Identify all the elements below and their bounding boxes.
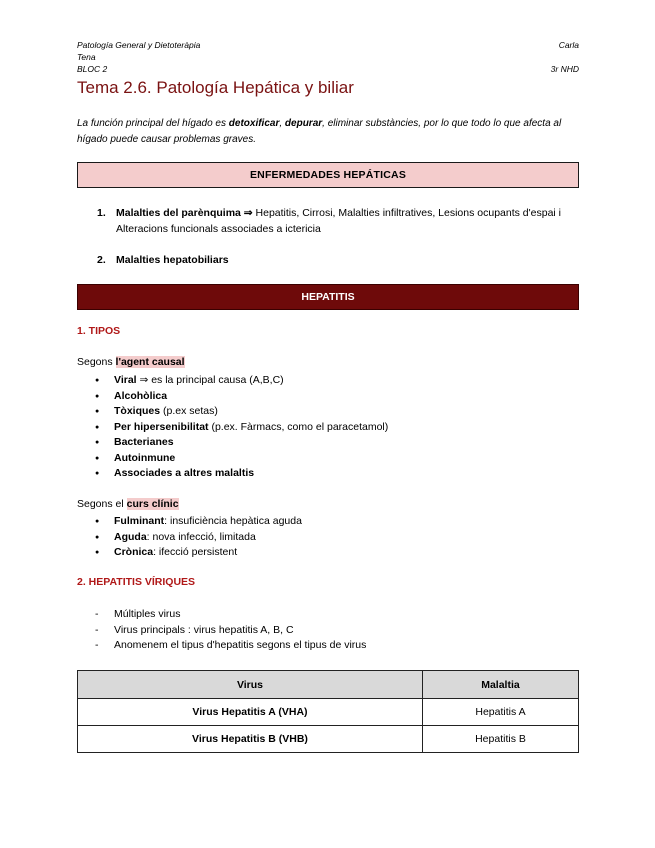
cell-malaltia: Hepatitis A	[422, 699, 578, 726]
cell-malaltia: Hepatitis B	[422, 726, 578, 753]
item-bold: Bacterianes	[114, 436, 174, 448]
curs-intro	[77, 498, 179, 510]
table-header-row	[78, 671, 579, 699]
cell-virus: Virus Hepatitis A (VHA)	[78, 699, 423, 726]
header-line-2	[77, 51, 579, 63]
header-author: Carla	[558, 40, 579, 50]
list-item: - Anomenem el tipus d'hepatitis segons el tipus de virus	[95, 638, 366, 654]
intro-bold-1: detoxificar	[228, 118, 280, 129]
page-title: Tema 2.6. Patología Hepática y biliar	[77, 78, 354, 97]
curs-highlight: curs clínic	[126, 498, 179, 510]
enfermedad-title: Malalties hepatobiliars	[116, 254, 229, 266]
header-subject: Patología General y Dietoteràpia	[77, 40, 201, 50]
virus-table	[77, 670, 579, 753]
list-item: - Múltiples virus	[95, 607, 366, 623]
item-text: : insuficiència hepàtica aguda	[164, 515, 302, 527]
agent-highlight: l'agent causal	[115, 356, 185, 368]
item-bold: Autoinmune	[114, 451, 176, 464]
item-text: : ifecció persistent	[153, 546, 238, 558]
curs-list	[95, 514, 302, 561]
viriques-heading: 2. HEPATITIS VÍRIQUES	[77, 576, 196, 588]
list-item	[95, 420, 388, 436]
intro-text-end: , eliminar substàncies, por lo que todo lo que afecta al hígado puede causar problemas graves.	[77, 118, 562, 145]
enfermedad-item-1	[97, 205, 567, 237]
item-bold: Fulminant	[114, 515, 165, 527]
enfermedad-desc: Hepatitis, Cirrosi, Malalties infiltratives, Lesions ocupants d'espai i Alteracions funcionals associades a ictericia	[116, 207, 561, 235]
viriques-list	[95, 607, 366, 654]
header-line-1	[77, 39, 579, 51]
list-item	[95, 389, 388, 405]
curs-intro-text: Segons el	[77, 498, 127, 510]
header-line-3	[77, 63, 579, 75]
list-item	[95, 435, 388, 451]
item-bold: Alcohòlica	[114, 389, 168, 402]
list-item	[95, 530, 302, 546]
agent-intro-text: Segons	[77, 356, 116, 368]
item-bold: Tòxiques	[114, 405, 161, 417]
header-bloc: BLOC 2	[77, 64, 108, 74]
intro-bold-2: depurar	[284, 118, 323, 129]
intro-text: La función principal del hígado es	[77, 118, 229, 129]
intro-separator: ,	[279, 118, 285, 129]
table-row	[78, 699, 579, 726]
item-bold: Crònica	[114, 546, 154, 558]
item-bold: Per hipersenibilitat	[114, 420, 209, 433]
agent-list	[95, 373, 388, 482]
list-item	[95, 404, 388, 420]
list-number: 2.	[97, 254, 106, 266]
list-item: - Virus principals : virus hepatitis A, B, C	[95, 623, 366, 639]
item-text: (p.ex. Fàrmacs, como el paracetamol)	[208, 420, 389, 433]
enfermedad-item-2	[97, 252, 567, 268]
arrow-icon: ⇒	[243, 207, 253, 219]
header-course: 3r NHD	[550, 64, 579, 74]
item-bold: Viral	[114, 374, 137, 386]
cell-virus: Virus Hepatitis B (VHB)	[78, 726, 423, 753]
section-enfermedades-banner: ENFERMEDADES HEPÁTICAS	[77, 162, 579, 188]
section-hepatitis-banner: HEPATITIS	[77, 284, 579, 310]
tipos-heading: 1. TIPOS	[77, 325, 121, 337]
item-text: : nova infecció, limitada	[146, 530, 256, 543]
column-header-malaltia: Malaltia	[422, 671, 578, 699]
list-item	[95, 373, 388, 389]
table-row	[78, 726, 579, 753]
agent-intro	[77, 356, 185, 368]
enfermedad-title: Malalties del parènquima	[116, 207, 241, 219]
list-number: 1.	[97, 207, 106, 219]
column-header-virus: Virus	[78, 671, 423, 699]
item-text: ⇒ es la principal causa (A,B,C)	[136, 374, 284, 386]
header-author-surname: Tena	[77, 52, 96, 62]
list-item	[95, 466, 388, 482]
item-text: (p.ex setas)	[160, 405, 218, 417]
list-item	[95, 514, 302, 530]
item-bold: Associades a altres malaltis	[114, 467, 255, 479]
item-bold: Aguda	[114, 530, 147, 543]
list-item	[95, 545, 302, 561]
list-item	[95, 451, 388, 467]
intro-paragraph	[77, 116, 579, 148]
